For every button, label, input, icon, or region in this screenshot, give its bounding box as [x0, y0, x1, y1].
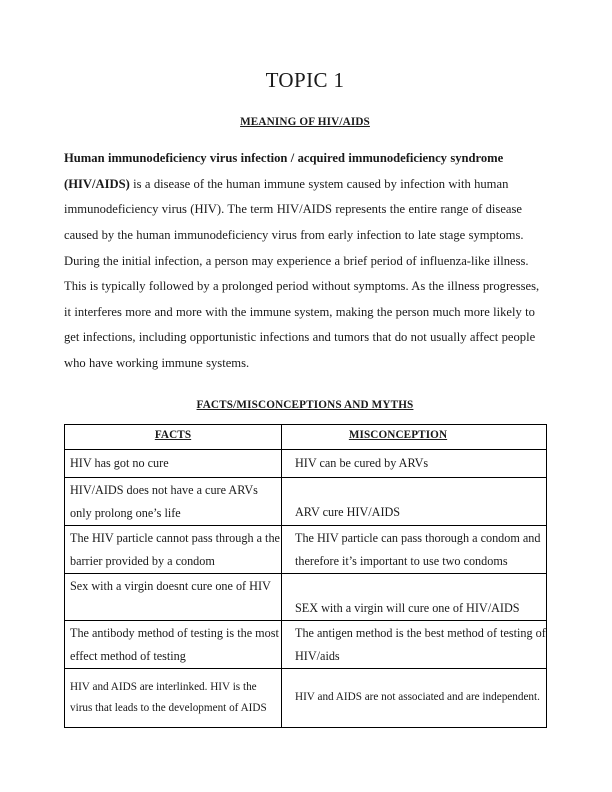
cell-facts	[65, 449, 282, 477]
cell-misconception-text: The HIV particle can pass thorough a condom and therefore it’s important to use two condoms	[295, 530, 541, 568]
cell-misconception	[282, 449, 547, 477]
section-heading-meaning: MEANING OF HIV/AIDS	[240, 116, 370, 129]
intro-paragraph	[64, 128, 546, 376]
cell-facts-text: HIV has got no cure	[70, 455, 169, 470]
table-row	[65, 668, 547, 727]
cell-facts	[65, 477, 282, 525]
paragraph-acronym-bold: (HIV/AIDS)	[64, 176, 130, 191]
section-heading-facts: FACTS/MISCONCEPTIONS AND MYTHS	[196, 398, 414, 411]
paragraph-lead-bold: Human immunodeficiency virus infection / acquired immunodeficiency syndrome	[64, 151, 504, 166]
cell-misconception-text: ARV cure HIV/AIDS	[295, 504, 401, 519]
table-row	[65, 525, 547, 573]
cell-facts	[65, 620, 282, 668]
column-header-facts-label: FACTS	[154, 428, 192, 441]
cell-misconception	[282, 525, 547, 573]
cell-facts	[65, 573, 282, 620]
cell-facts-text: HIV/AIDS does not have a cure ARVs only prolong one’s life	[70, 482, 258, 520]
cell-misconception	[282, 573, 547, 620]
page-title: TOPIC 1	[265, 68, 345, 92]
cell-misconception-text: HIV and AIDS are not associated and are independent.	[295, 691, 540, 704]
cell-misconception-text: SEX with a virgin will cure one of HIV/AIDS	[295, 600, 520, 615]
cell-misconception	[282, 620, 547, 668]
table-row	[65, 620, 547, 668]
column-header-misconception-label: MISCONCEPTION	[348, 428, 448, 441]
table-header-row	[65, 424, 547, 449]
cell-misconception-text: The antigen method is the best method of testing of HIV/aids	[295, 625, 546, 663]
cell-facts-text: HIV and AIDS are interlinked. HIV is the virus that leads to the development of AIDS	[70, 680, 267, 714]
column-header-facts	[65, 424, 282, 449]
cell-misconception	[282, 668, 547, 727]
cell-facts-text: Sex with a virgin doesnt cure one of HIV	[70, 578, 271, 593]
paragraph-body-text: is a disease of the human immune system caused by infection with human immunodeficiency virus (HIV). The term HIV/AIDS represents the entire range of disease caused by the human immunodeficiency virus from early infection to late stage symptoms. During the initial infection, a person may experience a brief period of influenza-like illness. This is typically followed by a prolonged period without symptoms. As the illness progresses, it interferes more and more with the immune system, making the person much more likely to get infections, including opportunistic infections and tumors that do not usually affect people who have working immune systems.	[64, 176, 540, 370]
cell-facts-text: The antibody method of testing is the most effect method of testing	[70, 625, 279, 663]
table-row	[65, 477, 547, 525]
cell-facts	[65, 668, 282, 727]
cell-facts	[65, 525, 282, 573]
column-header-misconception	[282, 424, 547, 449]
cell-facts-text: The HIV particle cannot pass through a the barrier provided by a condom	[70, 530, 280, 568]
table-row	[65, 449, 547, 477]
table-row	[65, 573, 547, 620]
cell-misconception	[282, 477, 547, 525]
cell-misconception-text: HIV can be cured by ARVs	[295, 455, 429, 470]
page-content	[64, 0, 546, 728]
facts-misconceptions-table	[64, 424, 547, 728]
